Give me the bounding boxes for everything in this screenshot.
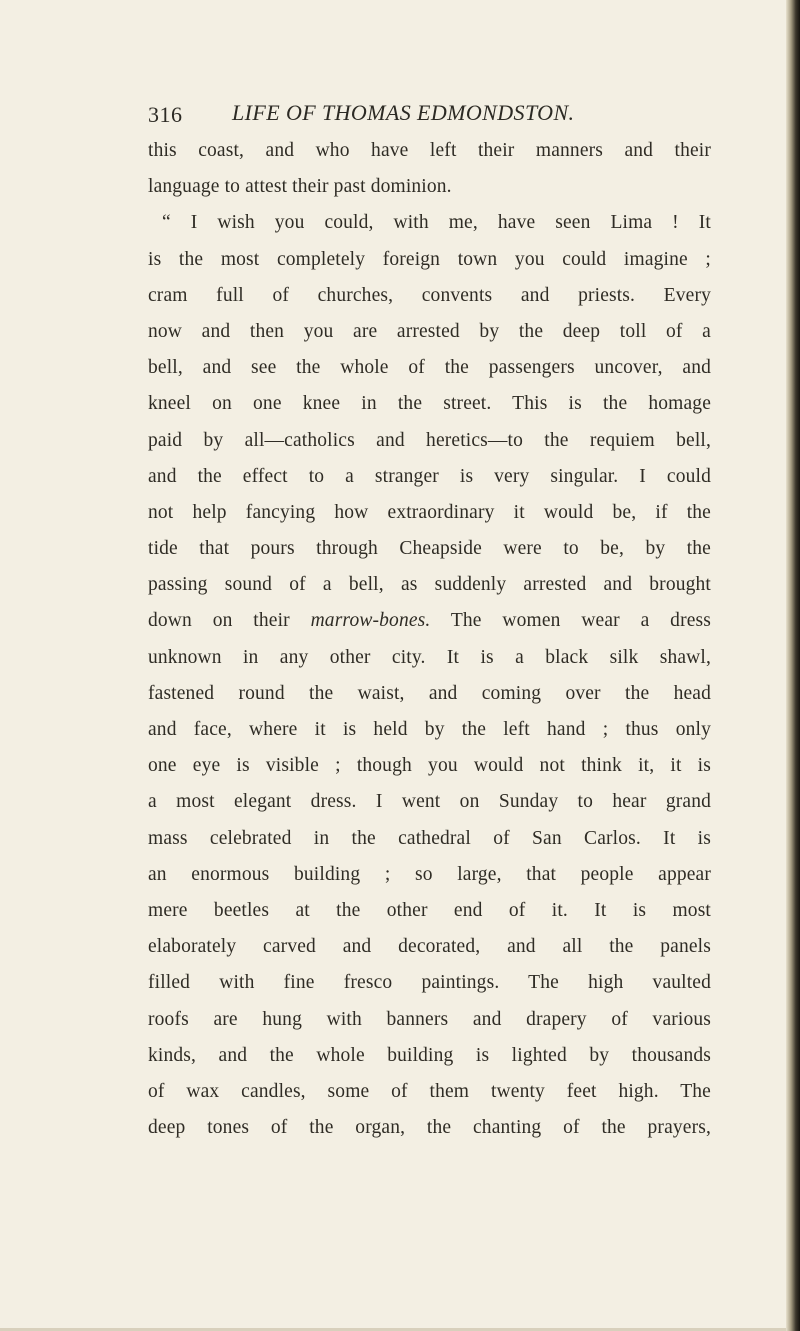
body-text [148,133,711,1223]
running-title: LIFE OF THOMAS EDMONDSTON. [232,100,575,125]
text-line: kneel on one knee in the street. This is the homage [148,393,711,415]
text-segment: down on their [148,610,311,632]
text-line: mass celebrated in the cathedral of San Carlos. It is [148,827,711,849]
text-line [148,603,711,639]
text-line: this coast, and who have left their manners and their [148,140,711,161]
text-line: elaborately carved and decorated, and all the panels [148,936,711,958]
text-line: fastened round the waist, and coming over the head [148,682,711,704]
page-number: 316 [148,102,183,127]
text-line: bell, and see the whole of the passengers uncover, and [148,357,711,379]
text-line: an enormous building ; so large, that people appear [148,863,711,885]
text-line: a most elegant dress. I went on Sunday to hear grand [148,791,711,813]
text-line: kinds, and the whole building is lighted by thousands [148,1044,711,1066]
text-line: and the effect to a stranger is very singular. I could [148,465,711,487]
text-line: paid by all—catholics and heretics—to the requiem bell, [148,429,711,451]
text-line: not help fancying how extraordinary it would be, if the [148,501,711,523]
text-line: and face, where it is held by the left hand ; thus only [148,719,711,740]
text-line: language to attest their past dominion. [148,176,452,198]
text-line: deep tones of the organ, the chanting of the prayers, [148,1117,711,1139]
text-line: mere beetles at the other end of it. It is most [148,899,711,921]
page-header [148,100,708,136]
text-line: tide that pours through Cheapside were to be, by the [148,538,711,560]
italic-phrase: marrow-bones. [310,610,431,632]
text-line: of wax candles, some of them twenty feet high. The [148,1080,711,1102]
text-line: one eye is visible ; though you would not think it, it is [148,755,711,777]
text-line: passing sound of a bell, as suddenly arrested and brought [148,574,711,596]
text-line: filled with fine fresco paintings. The high vaulted [148,972,711,994]
text-line: unknown in any other city. It is a black silk shawl, [148,646,711,668]
book-spine-edge [786,0,800,1331]
text-line: cram full of churches, convents and priests. Every [148,284,711,306]
text-line: is the most completely foreign town you could imagine ; [148,248,711,270]
text-segment: The women wear a dress [430,610,712,632]
text-line: now and then you are arrested by the deep toll of a [148,320,711,342]
text-line: roofs are hung with banners and drapery of various [148,1008,711,1030]
text-line: “ I wish you could, with me, have seen Lima ! It [162,212,711,234]
